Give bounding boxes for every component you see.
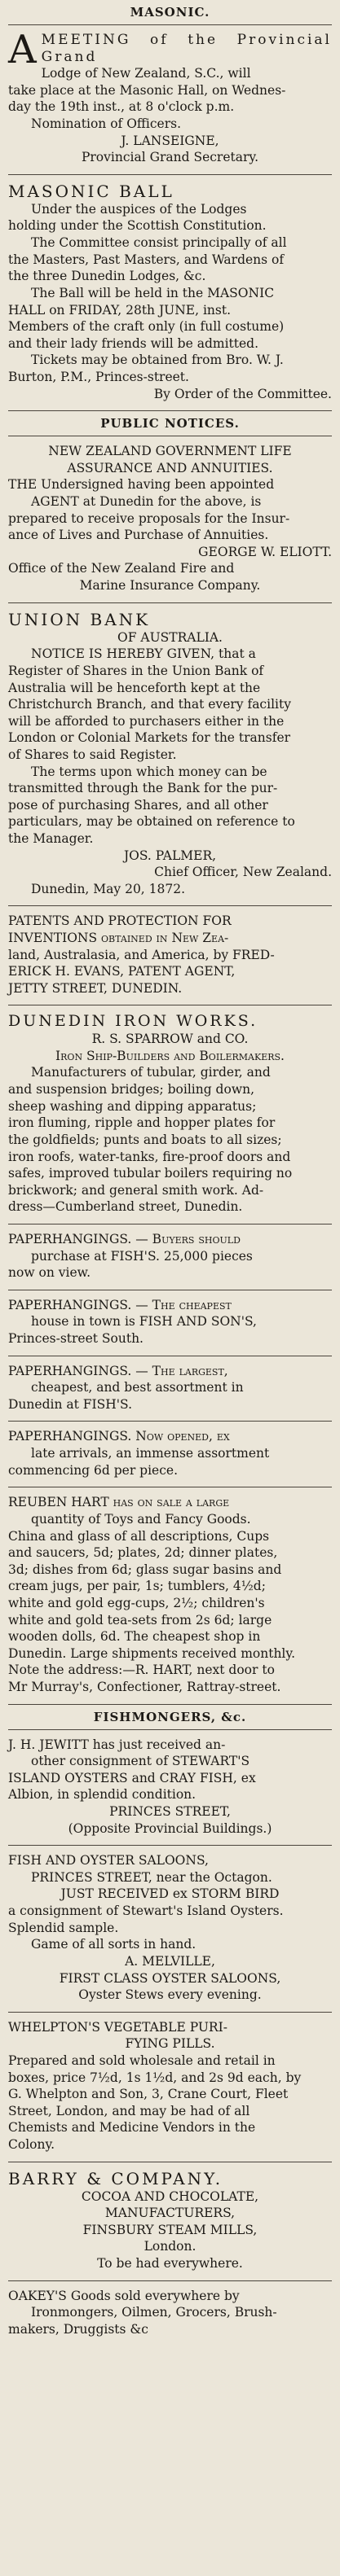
- divider: [8, 2012, 332, 2013]
- divider: [8, 174, 332, 175]
- ad-reuben-hart: REUBEN HART has on sale a large quantity of Toys and Fancy Goods. China and glass of all descriptions, Cups and saucers, 5d; plates, 2d; dinner plates, 3d; dishes from 6d; glass sugar basins and cream jugs, per pair, 1s; tumblers, 4½d; white and gold egg-cups, 2½; children's white and gold tea-sets from 2s 6d; large wooden dolls, 6d. The cheapest shop in Dunedin. Large shipments received monthly. Note the address:—R. HART, next door to Mr Murray's, Confectioner, Rattray-street.: [8, 1495, 296, 1694]
- ad-nz-government-life: NEW ZEALAND GOVERNMENT LIFE ASSURANCE AND ANNUITIES. THE Undersigned having been appointed AGENT at Dunedin for the above, is prepared to receive proposals for the Insur- ance of Lives and Purchase of Annuities. GEORGE W. ELIOTT. Office of the New Zealand Fire and Marine Insurance Company.: [8, 444, 332, 594]
- section-heading-fishmongers: FISHMONGERS, &c.: [93, 1709, 247, 1724]
- ad-jewitt: J. H. JEWITT has just received an- other consignment of STEWART'S ISLAND OYSTERS and CRAY FISH, ex Albion, in splendid condition. PRINCES STREET, (Opposite Provincial Buildings.): [8, 1737, 272, 1836]
- ad-provincial-grand-lodge: AMEETING of the Provincial Grand Lodge of New Zealand, S.C., will take place at the Masonic Hall, on Wednes- day the 19th inst., at 8 o'clock p.m. Nomination of Officers. J. LANSEIGNE, Provincial Grand Secretary.: [8, 27, 332, 165]
- divider: [8, 905, 332, 906]
- divider: [8, 410, 332, 411]
- section-heading-public-notices: PUBLIC NOTICES.: [100, 416, 240, 432]
- ad-patents: PATENTS AND PROTECTION FOR INVENTIONS obtained in New Zea- land, Australasia, and America, by FRED- ERICK H. EVANS, PATENT AGENT, JETTY STREET, DUNEDIN.: [8, 913, 275, 996]
- ad-fish-oyster-saloons: FISH AND OYSTER SALOONS, PRINCES STREET, near the Octagon. JUST RECEIVED ex STORM BIRD a consignment of Stewart's Island Oysters. Splendid sample. Game of all sorts in hand. A. MELVILLE, FIRST CLASS OYSTER SALOONS, Oyster Stews every evening.: [8, 1853, 284, 2003]
- divider: [8, 24, 332, 25]
- section-heading-masonic: MASONIC.: [130, 5, 210, 20]
- ad-masonic-ball: MASONIC BALL Under the auspices of the Lodges holding under the Scottish Constitution. The Committee consist principally of all the Masters, Past Masters, and Wardens of the three Dunedin Lodges, &c. The Ball will be held in the MASONIC HALL on FRIDAY, 28th JUNE, inst. Members of the craft only (in full costume) and their lady friends will be admitted. Tickets may be obtained from Bro. W. J. Burton, P.M., Princes-street. By Order of the Committee.: [8, 181, 332, 401]
- divider: [8, 1704, 332, 1705]
- divider: [8, 1729, 332, 1730]
- ad-paperhangings-1: PAPERHANGINGS. — Buyers should purchase at FISH'S. 25,000 pieces now on view.: [8, 1231, 253, 1281]
- divider: [8, 1421, 332, 1422]
- divider: [8, 602, 332, 603]
- divider: [8, 1845, 332, 1846]
- divider: [8, 2280, 332, 2281]
- ad-paperhangings-3: PAPERHANGINGS. — The largest, cheapest, and best assortment in Dunedin at FISH'S.: [8, 1363, 244, 1412]
- ad-paperhangings-4: PAPERHANGINGS. Now opened, ex late arrivals, an immense assortment commencing 6d per piece.: [8, 1429, 270, 1478]
- ad-oakeys-goods: OAKEY'S Goods sold everywhere by Ironmongers, Oilmen, Grocers, Brush- makers, Druggists &c: [8, 2288, 277, 2337]
- ad-whelptons-pills: WHELPTON'S VEGETABLE PURI- FYING PILLS. Prepared and sold wholesale and retail in boxes, price 7½d, 1s 1½d, and 2s 9d each, by G. Whelpton and Son, 3, Crane Court, Fleet Street, London, and may be had of all Chemists and Medicine Vendors in the Colony.: [8, 2019, 302, 2152]
- ad-paperhangings-2: PAPERHANGINGS. — The cheapest house in town is FISH AND SON'S, Princes-street South.: [8, 1297, 257, 1347]
- ad-barry-company: BARRY & COMPANY. COCOA AND CHOCOLATE, MANUFACTURERS, FINSBURY STEAM MILLS, London. To be had everywhere.: [8, 2168, 259, 2272]
- ad-dunedin-iron-works: DUNEDIN IRON WORKS. R. S. SPARROW and CO. Iron Ship-Builders and Boilermakers. Manufacturers of tubular, girder, and and suspension bridges; boiling down, sheep washing and dipping apparatus; iron fluming, ripple and hopper plates for the goldfields; punts and boats to all sizes; iron roofs, water-tanks, fire-proof doors and safes, improved tubular boilers requiring no brickwork; and general smith work. Ad- dress—Cumberland street, Dunedin.: [8, 1012, 293, 1215]
- ad-union-bank: UNION BANK OF AUSTRALIA. NOTICE IS HEREBY GIVEN, that a Register of Shares in the Union Bank of Australia will be henceforth kept at the Christchurch Branch, and that every facility will be afforded to purchasers either in the London or Colonial Markets for the transfer of Shares to said Register. The terms upon which money can be transmitted through the Bank for the pur- pose of purchasing Shares, and all other particulars, may be obtained on reference to the Manager. JOS. PALMER, Chief Officer, New Zealand. Dunedin, May 20, 1872.: [8, 609, 332, 896]
